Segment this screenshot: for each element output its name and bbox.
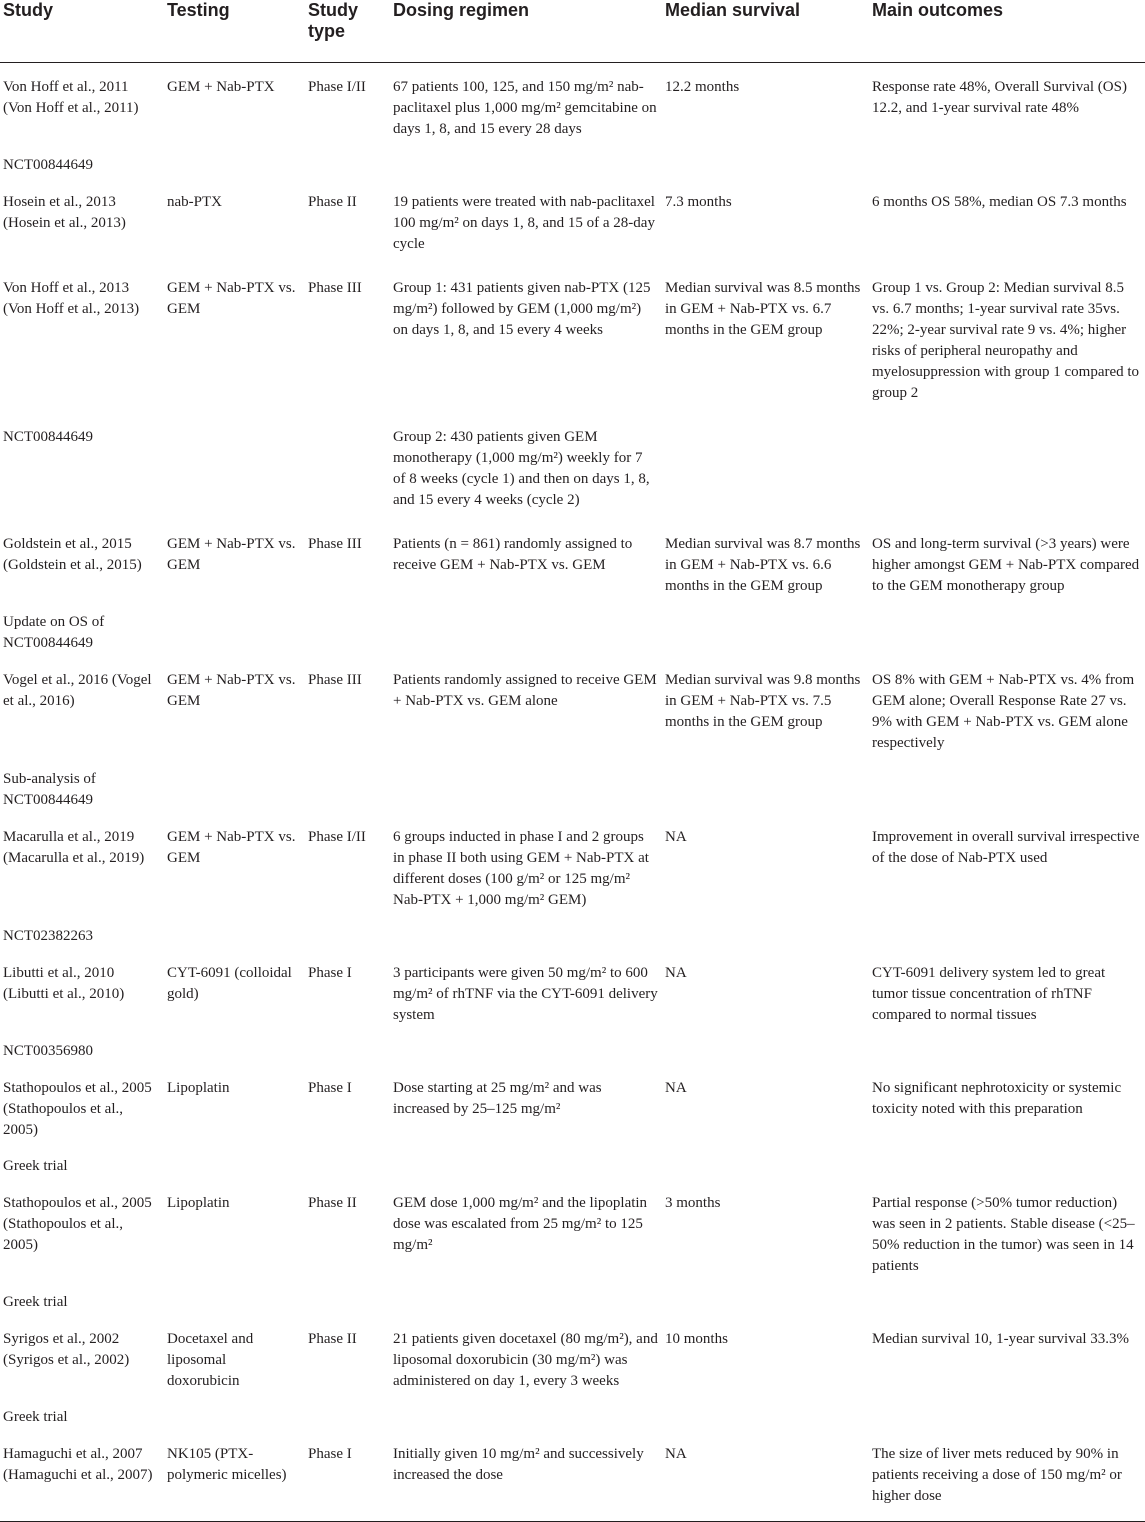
header-main-outcomes: Main outcomes (869, 0, 1145, 63)
cell-study-type: Phase III (308, 280, 362, 296)
cell-dosing-regimen: Group 2: 430 patients given GEM monotherapy (1,000 mg/m²) weekly for 7 of 8 weeks (cycle 1) and then on days 1, 8, and 15 every 4 weeks (cycle 2) (393, 429, 650, 508)
cell-study-type: Phase III (308, 536, 362, 552)
cell-main-outcomes: CYT-6091 delivery system led to great tumor tissue concentration of rhTNF compared to normal tissues (872, 965, 1106, 1023)
table-row (0, 1315, 1145, 1401)
cell-main-outcomes (869, 1150, 1145, 1179)
table-row (0, 413, 1145, 520)
cell-study: Von Hoff et al., 2011 (Von Hoff et al., 2011) (3, 79, 139, 116)
cell-main-outcomes: OS 8% with GEM + Nab-PTX vs. 4% from GEM alone; Overall Response Rate 27 vs. 9% with GEM + Nab-PTX vs. GEM alone respectively (872, 672, 1135, 751)
table-row (0, 656, 1145, 763)
cell-study-type: Phase III (308, 672, 362, 688)
table-row (0, 949, 1145, 1035)
cell-testing: GEM + Nab-PTX vs. GEM (167, 536, 296, 573)
cell-study: NCT00356980 (3, 1043, 93, 1059)
cell-study-type (305, 920, 390, 949)
cell-main-outcomes: Median survival 10, 1-year survival 33.3% (872, 1331, 1130, 1347)
cell-testing (164, 1286, 305, 1315)
header-study: Study (0, 0, 164, 63)
table-row (0, 520, 1145, 606)
cell-study: Sub-analysis of NCT00844649 (3, 771, 96, 808)
cell-testing (164, 149, 305, 178)
cell-testing: GEM + Nab-PTX vs. GEM (167, 672, 296, 709)
header-median-survival: Median survival (662, 0, 869, 63)
cell-testing: GEM + Nab-PTX vs. GEM (167, 829, 296, 866)
table-note-row (0, 149, 1145, 178)
cell-dosing-regimen: 3 participants were given 50 mg/m² to 600 mg/m² of rhTNF via the CYT-6091 delivery system (393, 965, 658, 1023)
cell-dosing-regimen (390, 763, 662, 813)
cell-study-type (305, 606, 390, 656)
cell-main-outcomes (869, 920, 1145, 949)
cell-dosing-regimen: 21 patients given docetaxel (80 mg/m²), and liposomal doxorubicin (30 mg/m²) was administered on day 1, every 3 weeks (393, 1331, 658, 1389)
table-row (0, 813, 1145, 920)
cell-study-type: Phase II (308, 1331, 357, 1347)
cell-median-survival (662, 1286, 869, 1315)
cell-dosing-regimen (390, 149, 662, 178)
cell-dosing-regimen: Patients randomly assigned to receive GEM + Nab-PTX vs. GEM alone (393, 672, 657, 709)
cell-testing (164, 920, 305, 949)
cell-testing: Lipoplatin (167, 1195, 230, 1211)
cell-testing: GEM + Nab-PTX (167, 79, 275, 95)
cell-testing (164, 763, 305, 813)
cell-study-type: Phase I/II (308, 79, 366, 95)
cell-study-type: Phase I (305, 1430, 390, 1522)
cell-dosing-regimen (390, 606, 662, 656)
cell-dosing-regimen: Group 1: 431 patients given nab-PTX (125 mg/m²) followed by GEM (1,000 mg/m²) on days 1, 8, and 15 every 4 weeks (393, 280, 651, 338)
cell-median-survival (662, 1150, 869, 1179)
cell-study-type (305, 1401, 390, 1430)
table-note-row (0, 920, 1145, 949)
table-note-row (0, 606, 1145, 656)
cell-median-survival: 7.3 months (665, 194, 732, 210)
table-row (0, 1430, 1145, 1522)
cell-study-type: Phase I/II (308, 829, 366, 845)
cell-dosing-regimen: 6 groups inducted in phase I and 2 groups in phase II both using GEM + Nab-PTX at different doses (100 g/m² or 125 mg/m² Nab-PTX + 1,000 mg/m² GEM) (393, 829, 649, 908)
table-note-row (0, 1286, 1145, 1315)
table-note-row (0, 1401, 1145, 1430)
cell-study-type (305, 413, 390, 520)
cell-median-survival (662, 149, 869, 178)
cell-main-outcomes: Group 1 vs. Group 2: Median survival 8.5 vs. 6.7 months; 1-year survival rate 35vs. 22%; 2-year survival rate 9 vs. 4%; higher risks of peripheral neuropathy and myelosuppression with group 1 compared to group 2 (872, 280, 1140, 401)
cell-study-type (305, 1150, 390, 1179)
cell-dosing-regimen (390, 1401, 662, 1430)
cell-median-survival: NA (665, 965, 687, 981)
cell-study: NCT00844649 (3, 429, 93, 445)
table-row (0, 63, 1145, 150)
table-row (0, 1179, 1145, 1286)
cell-testing (164, 606, 305, 656)
cell-dosing-regimen (390, 1035, 662, 1064)
cell-main-outcomes: Partial response (>50% tumor reduction) was seen in 2 patients. Stable disease (<25–50% reduction in the tumor) was seen in 14 patients (872, 1195, 1135, 1274)
cell-main-outcomes (869, 1035, 1145, 1064)
cell-median-survival (662, 413, 869, 520)
cell-study: Update on OS of NCT00844649 (3, 614, 105, 651)
table-note-row (0, 1150, 1145, 1179)
cell-study: Von Hoff et al., 2013 (Von Hoff et al., 2013) (3, 280, 140, 317)
cell-median-survival: NA (665, 829, 687, 845)
cell-study-type (305, 1286, 390, 1315)
cell-testing: Docetaxel and liposomal doxorubicin (167, 1331, 254, 1389)
table-row (0, 178, 1145, 264)
cell-main-outcomes: Improvement in overall survival irrespective of the dose of Nab-PTX used (872, 829, 1140, 866)
cell-study-type: Phase II (308, 1195, 357, 1211)
header-study-type: Study type (305, 0, 390, 63)
cell-testing: Lipoplatin (167, 1080, 230, 1096)
cell-dosing-regimen (390, 920, 662, 949)
cell-study: Libutti et al., 2010 (Libutti et al., 2010) (3, 965, 125, 1002)
cell-study: Stathopoulos et al., 2005 (Stathopoulos et al., 2005) (3, 1080, 152, 1138)
cell-main-outcomes: The size of liver mets reduced by 90% in patients receiving a dose of 150 mg/m² or higher dose (869, 1430, 1145, 1522)
cell-testing (164, 1035, 305, 1064)
cell-study: Syrigos et al., 2002 (Syrigos et al., 2002) (3, 1331, 130, 1368)
cell-dosing-regimen: GEM dose 1,000 mg/m² and the lipoplatin dose was escalated from 25 mg/m² to 125 mg/m² (393, 1195, 648, 1253)
cell-testing (164, 413, 305, 520)
cell-main-outcomes: No significant nephrotoxicity or systemic toxicity noted with this preparation (872, 1080, 1122, 1117)
cell-median-survival: 12.2 months (665, 79, 740, 95)
cell-dosing-regimen (390, 1150, 662, 1179)
cell-dosing-regimen: Patients (n = 861) randomly assigned to receive GEM + Nab-PTX vs. GEM (393, 536, 633, 573)
cell-dosing-regimen: Initially given 10 mg/m² and successively increased the dose (390, 1430, 662, 1522)
header-dosing-regimen: Dosing regimen (390, 0, 662, 63)
cell-main-outcomes (869, 763, 1145, 813)
cell-main-outcomes (869, 1286, 1145, 1315)
cell-dosing-regimen: 19 patients were treated with nab-paclitaxel 100 mg/m² on days 1, 8, and 15 of a 28-day cycle (393, 194, 655, 252)
cell-study: NCT00844649 (3, 157, 93, 173)
cell-median-survival: 3 months (665, 1195, 721, 1211)
cell-main-outcomes: 6 months OS 58%, median OS 7.3 months (872, 194, 1127, 210)
cell-testing: GEM + Nab-PTX vs. GEM (167, 280, 296, 317)
cell-study-type: Phase II (308, 194, 357, 210)
cell-study-type (305, 1035, 390, 1064)
header-testing: Testing (164, 0, 305, 63)
cell-testing: NK105 (PTX-polymeric micelles) (164, 1430, 305, 1522)
cell-median-survival: Median survival was 9.8 months in GEM + Nab-PTX vs. 7.5 months in the GEM group (665, 672, 861, 730)
cell-study-type (305, 763, 390, 813)
cell-median-survival: 10 months (665, 1331, 728, 1347)
cell-median-survival (662, 1035, 869, 1064)
cell-study: Stathopoulos et al., 2005 (Stathopoulos et al., 2005) (3, 1195, 152, 1253)
cell-median-survival (662, 920, 869, 949)
cell-study: Goldstein et al., 2015 (Goldstein et al., 2015) (3, 536, 142, 573)
cell-dosing-regimen: 67 patients 100, 125, and 150 mg/m² nab-paclitaxel plus 1,000 mg/m² gemcitabine on days 1, 8, and 15 every 28 days (393, 79, 657, 137)
cell-main-outcomes (869, 149, 1145, 178)
cell-study: NCT02382263 (3, 928, 93, 944)
cell-median-survival: NA (665, 1080, 687, 1096)
cell-study: Hamaguchi et al., 2007 (Hamaguchi et al., 2007) (0, 1430, 164, 1522)
cell-study-type (305, 149, 390, 178)
cell-testing (164, 1401, 305, 1430)
cell-main-outcomes (869, 606, 1145, 656)
table-header-row (0, 0, 1145, 63)
cell-study: Vogel et al., 2016 (Vogel et al., 2016) (3, 672, 152, 709)
cell-median-survival (662, 606, 869, 656)
cell-testing: nab-PTX (167, 194, 222, 210)
cell-median-survival: Median survival was 8.7 months in GEM + Nab-PTX vs. 6.6 months in the GEM group (665, 536, 861, 594)
cell-study: Greek trial (3, 1158, 68, 1174)
cell-study: Greek trial (3, 1294, 68, 1310)
table-body (0, 63, 1145, 1522)
cell-main-outcomes: Response rate 48%, Overall Survival (OS) 12.2, and 1-year survival rate 48% (872, 79, 1127, 116)
cell-main-outcomes (869, 1401, 1145, 1430)
table-note-row (0, 1035, 1145, 1064)
cell-median-survival: Median survival was 8.5 months in GEM + Nab-PTX vs. 6.7 months in the GEM group (665, 280, 861, 338)
cell-testing: CYT-6091 (colloidal gold) (167, 965, 292, 1002)
table-row (0, 264, 1145, 413)
cell-median-survival: NA (662, 1430, 869, 1522)
cell-median-survival (662, 763, 869, 813)
cell-testing (164, 1150, 305, 1179)
cell-dosing-regimen: Dose starting at 25 mg/m² and was increased by 25–125 mg/m² (393, 1080, 602, 1117)
cell-median-survival (662, 1401, 869, 1430)
cell-study: Greek trial (3, 1409, 68, 1425)
cell-study-type: Phase I (308, 965, 352, 981)
table-row (0, 1064, 1145, 1150)
cell-study-type: Phase I (308, 1080, 352, 1096)
table-note-row (0, 763, 1145, 813)
cell-study: Hosein et al., 2013 (Hosein et al., 2013) (3, 194, 126, 231)
cell-study: Macarulla et al., 2019 (Macarulla et al., 2019) (3, 829, 145, 866)
cell-dosing-regimen (390, 1286, 662, 1315)
cell-main-outcomes: OS and long-term survival (>3 years) were higher amongst GEM + Nab-PTX compared to the GEM monotherapy group (872, 536, 1140, 594)
cell-main-outcomes (869, 413, 1145, 520)
